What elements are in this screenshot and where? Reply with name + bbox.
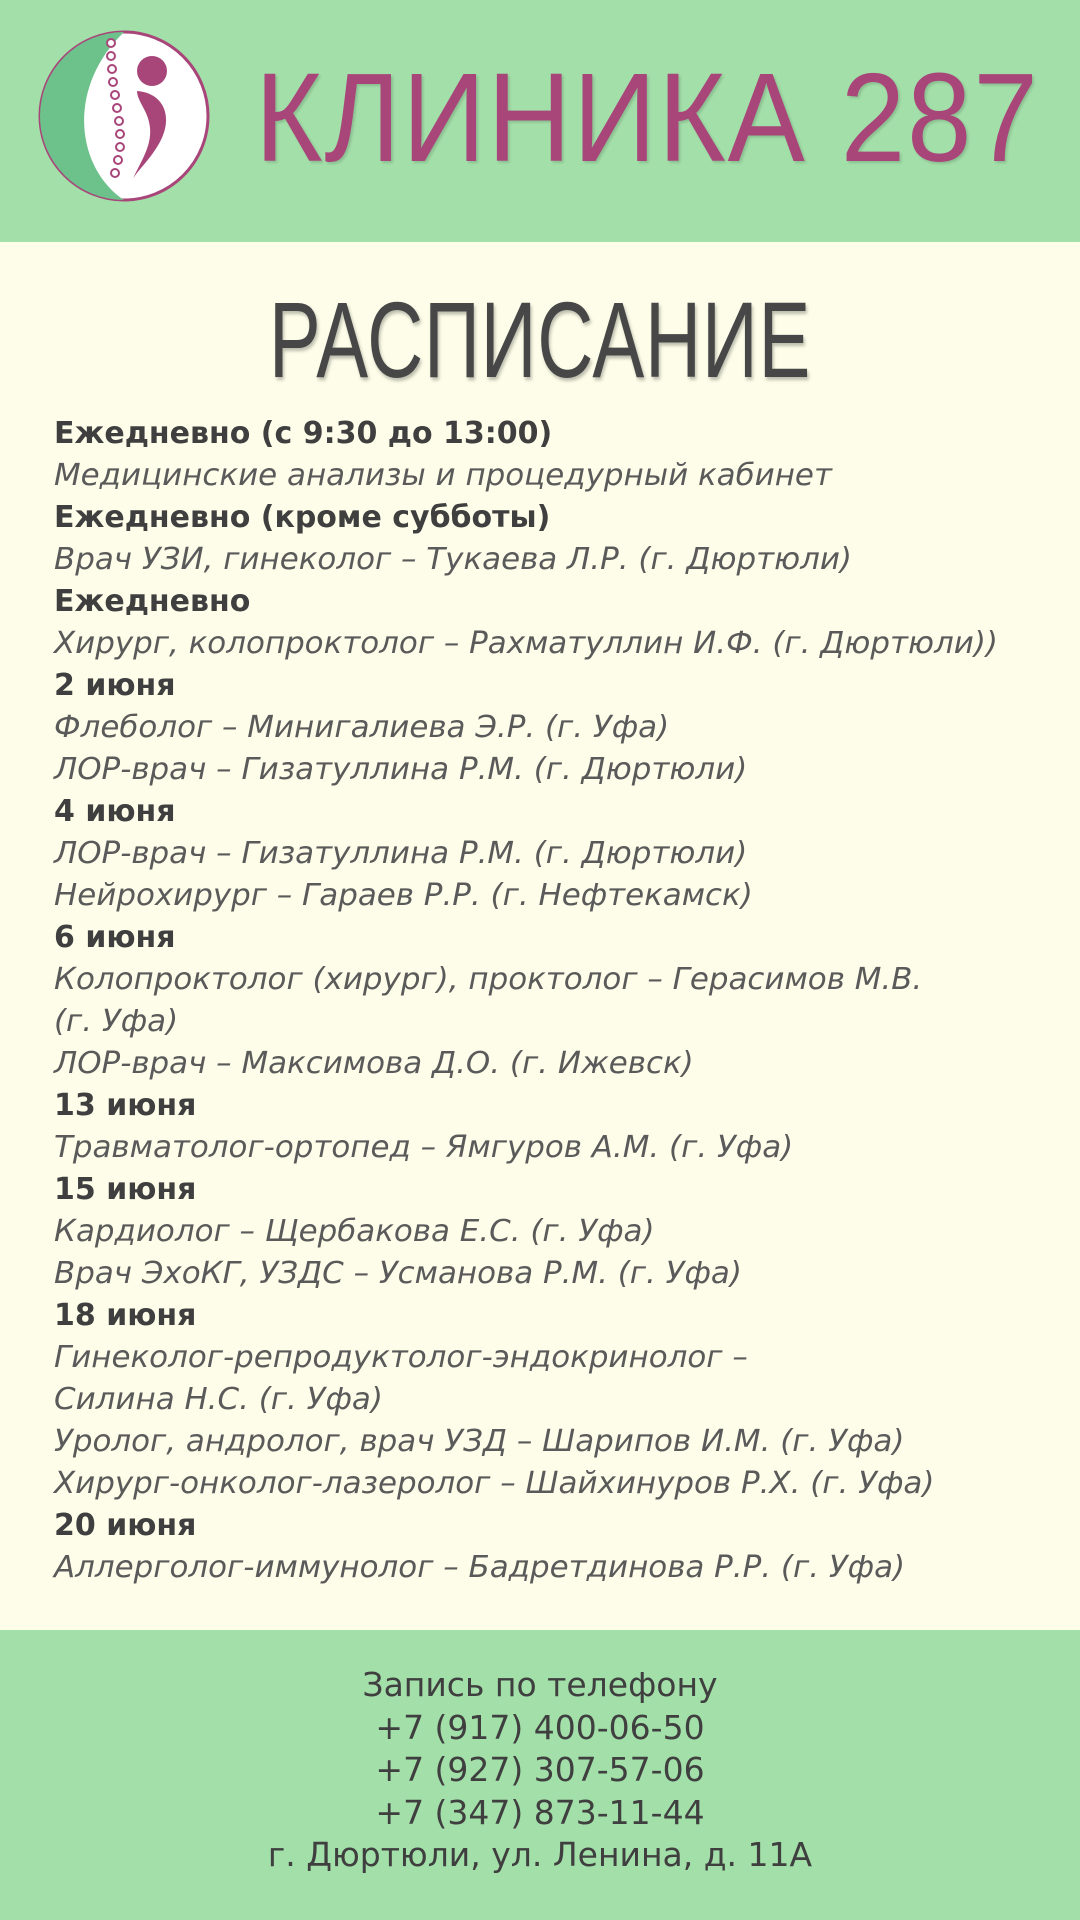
clinic-brand-name: КЛИНИКА 287	[255, 47, 1040, 188]
schedule-entry: ЛОР-врач – Максимова Д.О. (г. Ижевск)	[54, 1046, 694, 1081]
booking-label: Запись по телефону	[362, 1665, 718, 1704]
schedule-entry: Колопроктолог (хирург), проктолог – Герасимов М.В.	[54, 962, 923, 997]
schedule-entry: Медицинские анализы и процедурный кабинет	[54, 458, 832, 493]
schedule-entry: Кардиолог – Щербакова Е.С. (г. Уфа)	[54, 1214, 655, 1249]
schedule-entry: Аллерголог-иммунолог – Бадретдинова Р.Р. (г. Уфа)	[54, 1550, 906, 1585]
schedule-date-heading: 4 июня	[54, 794, 176, 829]
schedule-date-heading: 6 июня	[54, 920, 176, 955]
phone-number[interactable]: +7 (927) 307-57-06	[375, 1750, 705, 1789]
schedule-date-heading: 2 июня	[54, 668, 176, 703]
page-title: РАСПИСАНИЕ	[268, 279, 812, 400]
schedule-entry: Хирург-онколог-лазеролог – Шайхинуров Р.Х. (г. Уфа)	[54, 1466, 935, 1501]
schedule-date-heading: Ежедневно	[54, 584, 251, 619]
schedule-entry: Уролог, андролог, врач УЗД – Шарипов И.М. (г. Уфа)	[54, 1424, 905, 1459]
schedule-entry: ЛОР-врач – Гизатуллина Р.М. (г. Дюртюли)	[54, 836, 748, 871]
schedule-date-heading: 20 июня	[54, 1508, 197, 1543]
clinic-address: г. Дюртюли, ул. Ленина, д. 11А	[267, 1835, 813, 1874]
schedule-entry: (г. Уфа)	[54, 1004, 179, 1039]
contacts-block	[0, 1664, 1080, 1877]
schedule-entry: Силина Н.С. (г. Уфа)	[54, 1382, 383, 1417]
schedule-entry: Врач УЗИ, гинеколог – Тукаева Л.Р. (г. Дюртюли)	[54, 542, 852, 577]
schedule-entry: Хирург, колопроктолог – Рахматуллин И.Ф. (г. Дюртюли))	[54, 626, 998, 661]
schedule-entry: Флеболог – Минигалиева Э.Р. (г. Уфа)	[54, 710, 670, 745]
phone-number[interactable]: +7 (347) 873-11-44	[375, 1792, 705, 1832]
clinic-header	[0, 0, 1080, 242]
schedule-date-heading: 15 июня	[54, 1172, 197, 1207]
schedule-date-heading: Ежедневно (с 9:30 до 13:00)	[54, 416, 553, 451]
schedule-entry: Травматолог-ортопед – Ямгуров А.М. (г. Уфа)	[54, 1130, 794, 1165]
phone-number[interactable]: +7 (917) 400-06-50	[375, 1707, 705, 1747]
schedule-list	[54, 413, 1054, 1589]
schedule-date-heading: 13 июня	[54, 1088, 197, 1123]
contacts-footer	[0, 1630, 1080, 1920]
schedule-entry: Врач ЭхоКГ, УЗДС – Усманова Р.М. (г. Уфа)	[54, 1256, 742, 1291]
schedule-entry: Гинеколог-репродуктолог-эндокринолог –	[54, 1340, 748, 1375]
schedule-date-heading: Ежедневно (кроме субботы)	[54, 500, 551, 535]
schedule-date-heading: 18 июня	[54, 1298, 197, 1333]
schedule-entry: Нейрохирург – Гараев Р.Р. (г. Нефтекамск)	[54, 878, 753, 913]
schedule-entry: ЛОР-врач – Гизатуллина Р.М. (г. Дюртюли)	[54, 752, 748, 787]
schedule-section	[0, 242, 1080, 1630]
clinic-logo-icon	[37, 29, 211, 203]
